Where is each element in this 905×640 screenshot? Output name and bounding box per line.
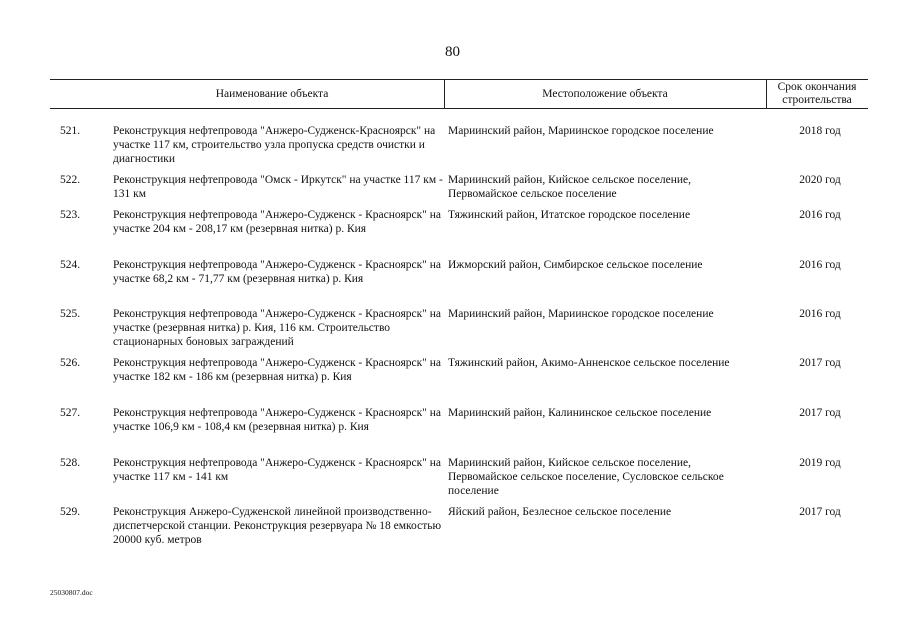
header-object-name: Наименование объекта <box>215 88 329 100</box>
row-number: 525. <box>60 308 81 320</box>
row-location: Тяжинский район, Итатское городское поселение <box>448 209 691 221</box>
row-location: Мариинский район, Кийское сельское поселение, Первомайское сельское поселение <box>448 174 692 200</box>
row-number: 521. <box>60 125 81 137</box>
row-object-name: Реконструкция нефтепровода "Анжеро-Судженск - Красноярск" на участке 106,9 км - 108,4 км (резервная нитка) р. Кия <box>113 407 442 433</box>
header-object-location: Местоположение объекта <box>542 88 668 100</box>
row-location: Мариинский район, Калининское сельское поселение <box>448 407 712 419</box>
row-year: 2016 год <box>799 308 841 320</box>
row-number: 527. <box>60 407 81 419</box>
header-construction-deadline: Срок окончания строительства <box>777 81 857 106</box>
row-year: 2017 год <box>799 506 841 518</box>
row-year: 2017 год <box>799 357 841 369</box>
row-location: Мариинский район, Кийское сельское поселение, Первомайское сельское поселение, Сусловское сельское поселение <box>448 457 724 497</box>
row-object-name: Реконструкция нефтепровода "Анжеро-Судженск - Красноярск" на участке 68,2 км - 71,77 км (резервная нитка) р. Кия <box>113 259 442 285</box>
row-object-name: Реконструкция нефтепровода "Анжеро-Судженск - Красноярск" на участке 117 км - 141 км <box>113 457 442 483</box>
page-number: 80 <box>445 44 460 60</box>
row-object-name: Реконструкция нефтепровода "Анжеро-Судженск - Красноярск" на участке 182 км - 186 км (резервная нитка) р. Кия <box>113 357 442 383</box>
row-number: 524. <box>60 259 81 271</box>
row-location: Тяжинский район, Акимо-Анненское сельское поселение <box>448 357 730 369</box>
row-number: 526. <box>60 357 81 369</box>
row-object-name: Реконструкция нефтепровода "Анжеро-Судженск - Красноярск" на участке 204 км - 208,17 км (резервная нитка) р. Кия <box>113 209 442 235</box>
row-year: 2019 год <box>799 457 841 469</box>
row-year: 2020 год <box>799 174 841 186</box>
row-object-name: Реконструкция нефтепровода "Анжеро-Судженск-Красноярск" на участке 117 км, строительство узла пропуска средств очистки и диагностики <box>113 125 436 165</box>
row-number: 529. <box>60 506 81 518</box>
row-number: 522. <box>60 174 81 186</box>
table-header-rule <box>50 108 868 109</box>
row-year: 2016 год <box>799 209 841 221</box>
row-year: 2016 год <box>799 259 841 271</box>
row-year: 2017 год <box>799 407 841 419</box>
row-object-name: Реконструкция нефтепровода "Омск - Иркутск" на участке 117 км - 131 км <box>113 174 443 200</box>
row-location: Мариинский район, Мариинское городское поселение <box>448 308 714 320</box>
table-top-rule <box>50 79 868 80</box>
row-object-name: Реконструкция Анжеро-Судженской линейной производственно-диспетчерской станции. Реконструкция резервуара № 18 емкостью 20000 куб. метров <box>113 506 442 546</box>
row-location: Яйский район, Безлесное сельское поселение <box>448 506 672 518</box>
row-location: Мариинский район, Мариинское городское поселение <box>448 125 714 137</box>
document-file-name: 25030807.doc <box>50 588 93 597</box>
row-location: Ижморский район, Симбирское сельское поселение <box>448 259 703 271</box>
row-year: 2018 год <box>799 125 841 137</box>
row-number: 528. <box>60 457 81 469</box>
row-number: 523. <box>60 209 81 221</box>
row-object-name: Реконструкция нефтепровода "Анжеро-Судженск - Красноярск" на участке (резервная нитка) р. Кия, 116 км. Строительство стационарных боновых заграждений <box>113 308 442 348</box>
